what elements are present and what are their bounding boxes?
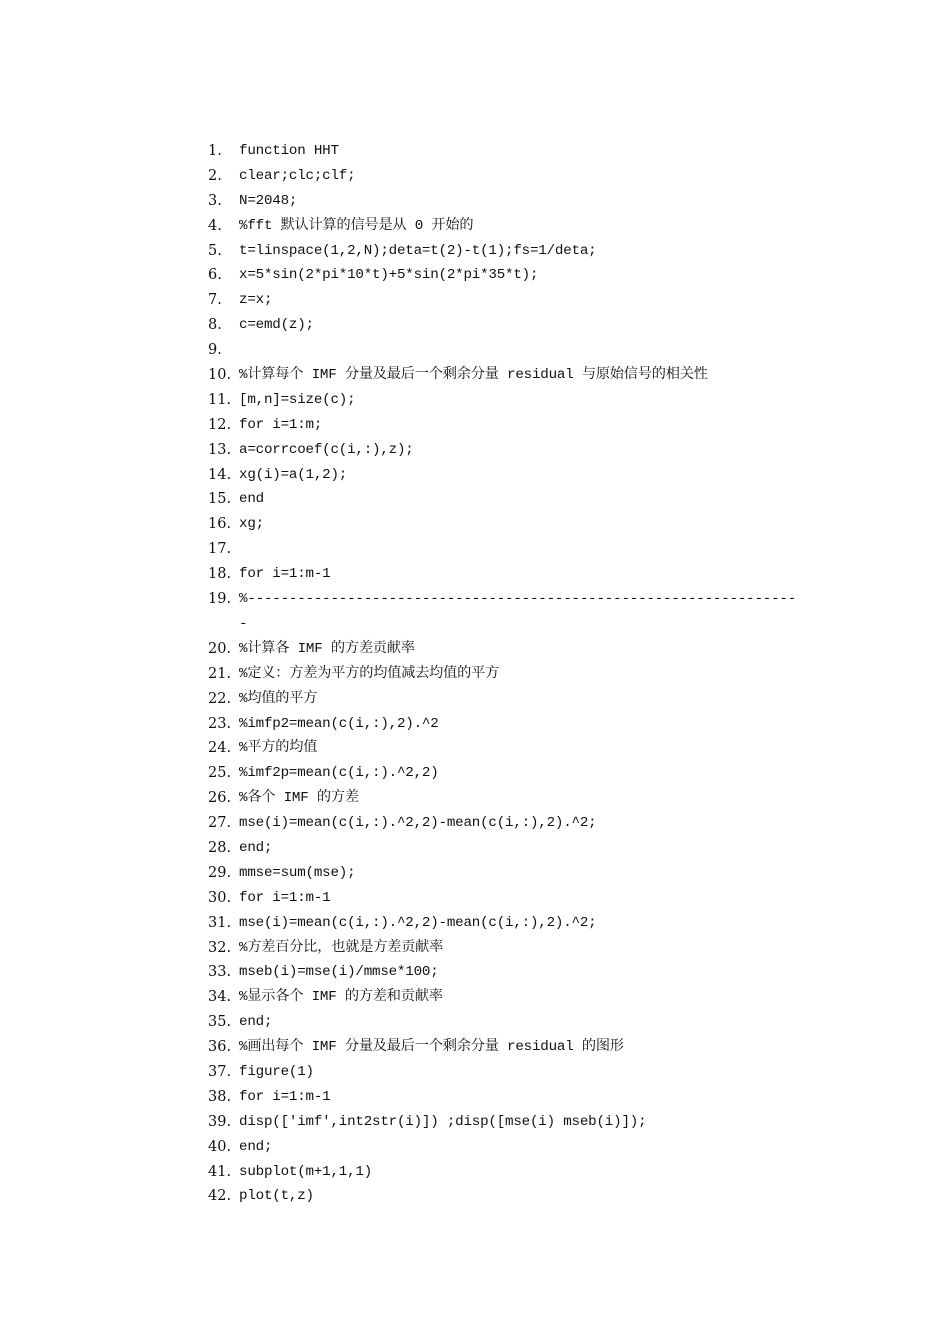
line-text: plot(t,z): [239, 1188, 314, 1205]
line-number: 17.: [208, 541, 232, 558]
code-line: [208, 687, 808, 712]
line-number: 42.: [208, 1188, 232, 1205]
line-text: %方差百分比，也就是方差贡献率: [239, 939, 444, 956]
line-number: 26.: [208, 790, 232, 807]
code-line: [208, 562, 808, 587]
line-text: t=linspace(1,2,N);deta=t(2)-t(1);fs=1/deta;: [239, 242, 597, 259]
line-text: x=5*sin(2*pi*10*t)+5*sin(2*pi*35*t);: [239, 267, 539, 284]
line-text: mse(i)=mean(c(i,:).^2,2)-mean(c(i,:),2).^2;: [239, 815, 597, 832]
line-text: figure(1): [239, 1063, 314, 1080]
line-text: end;: [239, 1138, 273, 1155]
line-number: 19.: [208, 591, 232, 608]
line-number: 38.: [208, 1088, 232, 1105]
line-text: xg;: [239, 516, 264, 533]
code-line: [208, 214, 808, 239]
line-text: N=2048;: [239, 192, 298, 209]
code-line: [208, 189, 808, 214]
line-text: %显示各个 IMF 的方差和贡献率: [239, 989, 443, 1006]
code-line: [208, 1035, 808, 1060]
line-text: mmse=sum(mse);: [239, 864, 356, 881]
line-number: 12.: [208, 416, 232, 433]
line-number: 25.: [208, 765, 232, 782]
line-text: %画出每个 IMF 分量及最后一个剩余分量 residual 的图形: [239, 1039, 624, 1056]
line-text: %平方的均值: [239, 740, 318, 757]
code-line: [208, 1060, 808, 1085]
code-line: [208, 1135, 808, 1160]
code-line: [208, 263, 808, 288]
line-number: 16.: [208, 516, 232, 533]
code-line: [208, 811, 808, 836]
line-number: 41.: [208, 1163, 232, 1180]
line-number: 40.: [208, 1138, 232, 1155]
code-line: [208, 537, 808, 562]
line-number: 2.: [208, 167, 222, 184]
line-number: 6.: [208, 267, 222, 284]
line-number: 23.: [208, 715, 232, 732]
line-number: 14.: [208, 466, 232, 483]
line-number: 29.: [208, 864, 232, 881]
code-line: [208, 861, 808, 886]
code-line: [208, 1160, 808, 1185]
line-text: z=x;: [239, 292, 273, 309]
line-text: %计算每个 IMF 分量及最后一个剩余分量 residual 与原始信号的相关性: [239, 367, 708, 384]
code-line: [208, 1184, 808, 1209]
line-number: 30.: [208, 889, 232, 906]
line-text: mse(i)=mean(c(i,:).^2,2)-mean(c(i,:),2).^2;: [239, 914, 597, 931]
code-line: [208, 662, 808, 687]
code-listing: [208, 139, 808, 1209]
line-text: a=corrcoef(c(i,:),z);: [239, 441, 414, 458]
line-text: end;: [239, 1014, 273, 1031]
line-number: 24.: [208, 740, 232, 757]
line-number: 20.: [208, 640, 232, 657]
line-text: disp(['imf',int2str(i)]) ;disp([mse(i) mseb(i)]);: [239, 1113, 647, 1130]
line-number: 27.: [208, 815, 232, 832]
line-text: for i=1:m-1: [239, 889, 331, 906]
code-line: [208, 637, 808, 662]
line-text: function HHT: [239, 143, 339, 159]
code-line: [208, 363, 808, 388]
code-line: [208, 338, 808, 363]
code-line: [208, 1010, 808, 1035]
code-line: [208, 512, 808, 537]
code-line: [208, 761, 808, 786]
line-number: 21.: [208, 665, 232, 682]
code-line: [208, 288, 808, 313]
line-text: for i=1:m;: [239, 416, 323, 433]
code-line: [208, 985, 808, 1010]
line-number: 3.: [208, 192, 222, 209]
line-text: %imf2p=mean(c(i,:).^2,2): [239, 765, 439, 782]
code-line: [208, 239, 808, 264]
line-number: 4.: [208, 217, 222, 234]
line-text: [m,n]=size(c);: [239, 391, 356, 408]
line-number: 9.: [208, 342, 222, 359]
line-number: 10.: [208, 367, 232, 384]
code-line: [208, 463, 808, 488]
line-text: %fft 默认计算的信号是从 0 开始的: [239, 217, 474, 234]
line-number: 33.: [208, 964, 232, 981]
line-number: 37.: [208, 1063, 232, 1080]
line-text: end: [239, 491, 264, 508]
code-line: [208, 313, 808, 338]
line-text: for i=1:m-1: [239, 1088, 331, 1105]
line-number: 34.: [208, 989, 232, 1006]
line-text: %定义：方差为平方的均值减去均值的平方: [239, 665, 500, 682]
line-text: %imfp2=mean(c(i,:),2).^2: [239, 715, 439, 732]
line-number: 36.: [208, 1039, 232, 1056]
line-text: subplot(m+1,1,1): [239, 1163, 373, 1180]
code-line: [208, 886, 808, 911]
code-line: [208, 786, 808, 811]
line-text: %各个 IMF 的方差: [239, 790, 359, 807]
line-number: 31.: [208, 914, 232, 931]
line-number: 39.: [208, 1113, 232, 1130]
line-number: 32.: [208, 939, 232, 956]
line-text: c=emd(z);: [239, 317, 314, 334]
code-line: [208, 164, 808, 189]
line-text: end;: [239, 839, 273, 856]
code-line: [208, 388, 808, 413]
line-number: 35.: [208, 1014, 232, 1031]
line-text: clear;clc;clf;: [239, 167, 356, 184]
line-text: xg(i)=a(1,2);: [239, 466, 348, 483]
line-number: 18.: [208, 566, 232, 583]
code-line: [208, 911, 808, 936]
line-number: 15.: [208, 491, 232, 508]
code-line: [208, 836, 808, 861]
line-number: 5.: [208, 242, 222, 259]
code-line: [208, 1085, 808, 1110]
line-text: mseb(i)=mse(i)/mmse*100;: [239, 964, 439, 981]
code-line: [208, 1110, 808, 1135]
line-number: 28.: [208, 839, 232, 856]
line-text: %计算各 IMF 的方差贡献率: [239, 640, 415, 657]
code-line: [208, 438, 808, 463]
line-text: for i=1:m-1: [239, 566, 331, 583]
code-line: [208, 139, 808, 164]
line-text: %均值的平方: [239, 690, 318, 707]
line-text: %-------------------------------------------------------------------: [239, 591, 797, 632]
code-line: [208, 487, 808, 512]
code-line: [208, 712, 808, 737]
code-line: [208, 936, 808, 961]
line-number: 13.: [208, 441, 232, 458]
line-number: 7.: [208, 292, 222, 309]
line-number: 8.: [208, 317, 222, 334]
line-number: 1.: [208, 143, 222, 159]
code-line: [208, 413, 808, 438]
line-number: 22.: [208, 690, 232, 707]
line-number: 11.: [208, 391, 232, 408]
code-line: [208, 736, 808, 761]
code-line: [208, 587, 808, 637]
code-line: [208, 960, 808, 985]
